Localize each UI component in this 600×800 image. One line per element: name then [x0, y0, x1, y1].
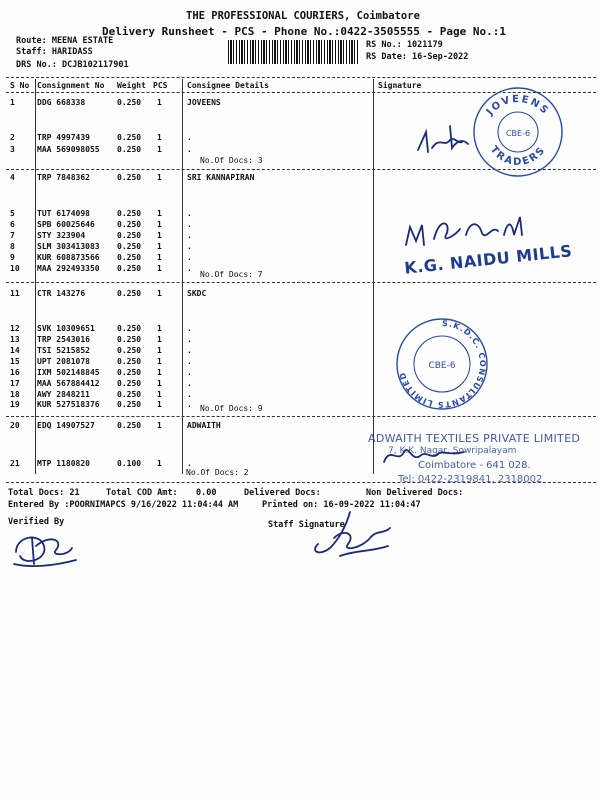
cell-cons: .	[187, 368, 192, 377]
cell-cons: .	[187, 459, 192, 468]
delivered-docs: Delivered Docs:	[244, 488, 321, 498]
cell-sno: 2	[10, 133, 15, 142]
cell-cons: .	[187, 357, 192, 366]
col-consignee: Consignee Details	[187, 81, 269, 90]
total-cod-label: Total COD Amt:	[106, 488, 178, 498]
cell-pcs: 1	[157, 220, 162, 229]
cell-cn: SVK 10309651	[37, 324, 95, 333]
joveens-stamp	[470, 84, 566, 180]
cell-pcs: 1	[157, 289, 162, 298]
adwaith-stamp-phone: Tel: 0422-2319841, 2318002	[398, 474, 543, 485]
non-delivered-docs: Non Delivered Docs:	[366, 488, 464, 498]
cell-cn: KUR 527518376	[37, 400, 100, 409]
cell-pcs: 1	[157, 324, 162, 333]
cell-cn: EDQ 14907527	[37, 421, 95, 430]
cell-wt: 0.250	[117, 253, 142, 262]
cell-wt: 0.250	[117, 133, 142, 142]
skdc-stamp-ring: S.K.D.C. CONSULTANTS LIMITED	[397, 318, 487, 410]
cell-sno: 5	[10, 209, 15, 218]
cell-wt: 0.250	[117, 209, 142, 218]
col-rule	[373, 79, 374, 474]
cell-sno: 13	[10, 335, 20, 344]
cell-wt: 0.250	[117, 368, 142, 377]
skdc-stamp-center: CBE-6	[428, 361, 456, 371]
cell-cons: .	[187, 133, 192, 142]
cell-wt: 0.250	[117, 324, 142, 333]
group-count: No.Of Docs: 2	[186, 468, 249, 477]
cell-sno: 14	[10, 346, 20, 355]
rs-date: RS Date: 16-Sep-2022	[366, 52, 469, 62]
cell-cn: TRP 7848362	[37, 173, 90, 182]
cell-cn: MAA 292493350	[37, 264, 100, 273]
cell-sno: 17	[10, 379, 20, 388]
group-separator	[6, 282, 596, 283]
cell-cn: TRP 4997439	[37, 133, 90, 142]
cell-cons: .	[187, 242, 192, 251]
group-count: No.Of Docs: 7	[200, 270, 263, 279]
cell-wt: 0.250	[117, 390, 142, 399]
cell-wt: 0.250	[117, 400, 142, 409]
rs-number: RS No.: 1021179	[366, 40, 443, 50]
signature-scribble	[380, 440, 470, 470]
cell-wt: 0.250	[117, 173, 142, 182]
cell-cn: AWY 2848211	[37, 390, 90, 399]
cell-sno: 1	[10, 98, 15, 107]
cell-wt: 0.250	[117, 289, 142, 298]
adwaith-stamp-city: Coimbatore - 641 028.	[418, 460, 531, 471]
joveens-stamp-top: JOVEENS	[484, 93, 552, 118]
col-consignment: Consignment No	[37, 81, 105, 90]
cell-wt: 0.250	[117, 357, 142, 366]
cell-cn: DDG 668338	[37, 98, 86, 107]
cell-cn: SLM 303413083	[37, 242, 100, 251]
cell-sno: 8	[10, 242, 15, 251]
barcode	[228, 40, 360, 64]
cell-pcs: 1	[157, 253, 162, 262]
cell-cn: TUT 6174098	[37, 209, 90, 218]
cell-cons: ADWAITH	[187, 421, 221, 430]
signature-scribble	[410, 118, 480, 160]
cell-wt: 0.250	[117, 220, 142, 229]
staff-label: Staff: HARIDASS	[16, 47, 93, 57]
cell-cn: MAA 567884412	[37, 379, 100, 388]
cell-pcs: 1	[157, 368, 162, 377]
cell-wt: 0.250	[117, 379, 142, 388]
col-signature: Signature	[378, 81, 422, 90]
col-sno: S No	[10, 81, 30, 90]
cell-pcs: 1	[157, 390, 162, 399]
cell-cn: MAA 569098055	[37, 145, 100, 154]
cell-cons: .	[187, 253, 192, 262]
cell-sno: 10	[10, 264, 20, 273]
cell-cons: .	[187, 335, 192, 344]
cell-sno: 20	[10, 421, 20, 430]
cell-pcs: 1	[157, 346, 162, 355]
printed-on: Printed on: 16-09-2022 11:04:47	[262, 500, 421, 510]
cell-cn: IXM 502148845	[37, 368, 100, 377]
cell-cn: KUR 608873566	[37, 253, 100, 262]
staff-signature	[300, 508, 400, 564]
verified-signature	[10, 526, 80, 572]
cell-cons: .	[187, 209, 192, 218]
cell-sno: 9	[10, 253, 15, 262]
group-count: No.Of Docs: 9	[200, 404, 263, 413]
cell-wt: 0.250	[117, 335, 142, 344]
cell-wt: 0.250	[117, 98, 142, 107]
cell-pcs: 1	[157, 231, 162, 240]
total-docs: Total Docs: 21	[8, 488, 80, 498]
cell-pcs: 1	[157, 400, 162, 409]
cell-cons: .	[187, 264, 192, 273]
svg-text:TRADERS	[488, 144, 548, 168]
cell-wt: 0.250	[117, 421, 142, 430]
cell-cons: JOVEENS	[187, 98, 221, 107]
entered-by: Entered By :POORNIMAPCS 9/16/2022 11:04:44 AM	[8, 500, 239, 510]
cell-sno: 12	[10, 324, 20, 333]
cell-cons: .	[187, 145, 192, 154]
cell-pcs: 1	[157, 379, 162, 388]
cell-sno: 4	[10, 173, 15, 182]
cell-pcs: 1	[157, 335, 162, 344]
cell-wt: 0.250	[117, 145, 142, 154]
total-cod-value: 0.00	[196, 488, 217, 498]
cell-pcs: 1	[157, 459, 162, 468]
cell-cons: .	[187, 231, 192, 240]
cell-cn: CTR 143276	[37, 289, 86, 298]
adwaith-stamp-name: ADWAITH TEXTILES PRIVATE LIMITED	[368, 432, 581, 445]
header-top-rule	[6, 77, 596, 78]
svg-text:JOVEENS	[484, 94, 551, 118]
cell-cons: .	[187, 390, 192, 399]
col-weight: Weight	[117, 81, 146, 90]
cell-pcs: 1	[157, 357, 162, 366]
cell-cn: TRP 2543016	[37, 335, 90, 344]
drs-number: DRS No.: DCJB102117901	[16, 60, 129, 70]
col-pcs: PCS	[153, 81, 168, 90]
cell-sno: 18	[10, 390, 20, 399]
cell-sno: 3	[10, 145, 15, 154]
cell-sno: 15	[10, 357, 20, 366]
cell-wt: 0.250	[117, 264, 142, 273]
cell-sno: 19	[10, 400, 20, 409]
cell-sno: 16	[10, 368, 20, 377]
cell-cons: .	[187, 379, 192, 388]
col-rule	[35, 79, 36, 474]
cell-cn: UPT 2081078	[37, 357, 90, 366]
kg-naidu-stamp: K.G. NAIDU MILLS	[403, 241, 574, 278]
cell-sno: 21	[10, 459, 20, 468]
cell-pcs: 1	[157, 264, 162, 273]
cell-wt: 0.100	[117, 459, 142, 468]
runsheet-subtitle: Delivery Runsheet - PCS - Phone No.:0422-3505555 - Page No.:1	[102, 25, 506, 38]
cell-cons: .	[187, 220, 192, 229]
cell-cons: .	[187, 324, 192, 333]
cell-wt: 0.250	[117, 346, 142, 355]
route-label: Route: MEENA ESTATE	[16, 36, 114, 46]
cell-cn: STY 323904	[37, 231, 86, 240]
joveens-stamp-bottom: TRADERS	[487, 144, 549, 168]
cell-cons: SRI KANNAPIRAN	[187, 173, 255, 182]
cell-cn: TSI 5215852	[37, 346, 90, 355]
joveens-stamp-center: CBE-6	[505, 129, 531, 138]
cell-pcs: 1	[157, 209, 162, 218]
cell-cn: MTP 1180820	[37, 459, 90, 468]
cell-pcs: 1	[157, 173, 162, 182]
cell-cons: SKDC	[187, 289, 207, 298]
cell-cn: SPB 60025646	[37, 220, 95, 229]
group-separator	[6, 416, 596, 417]
cell-cons: .	[187, 346, 192, 355]
cell-wt: 0.250	[117, 242, 142, 251]
verified-by-label: Verified By	[8, 517, 65, 527]
cell-pcs: 1	[157, 133, 162, 142]
cell-pcs: 1	[157, 242, 162, 251]
cell-sno: 7	[10, 231, 15, 240]
skdc-stamp	[394, 316, 490, 412]
adwaith-stamp-address: 7, K.K. Nagar, Sowripalayam	[388, 446, 517, 456]
cell-pcs: 1	[157, 421, 162, 430]
cell-pcs: 1	[157, 145, 162, 154]
group-count: No.Of Docs: 3	[200, 156, 263, 165]
company-title: THE PROFESSIONAL COURIERS, Coimbatore	[186, 10, 420, 22]
staff-signature-label: Staff Signature	[268, 520, 345, 530]
cell-cons: .	[187, 400, 192, 409]
cell-pcs: 1	[157, 98, 162, 107]
col-rule	[182, 79, 183, 474]
cell-sno: 11	[10, 289, 20, 298]
cell-sno: 6	[10, 220, 15, 229]
cell-wt: 0.250	[117, 231, 142, 240]
